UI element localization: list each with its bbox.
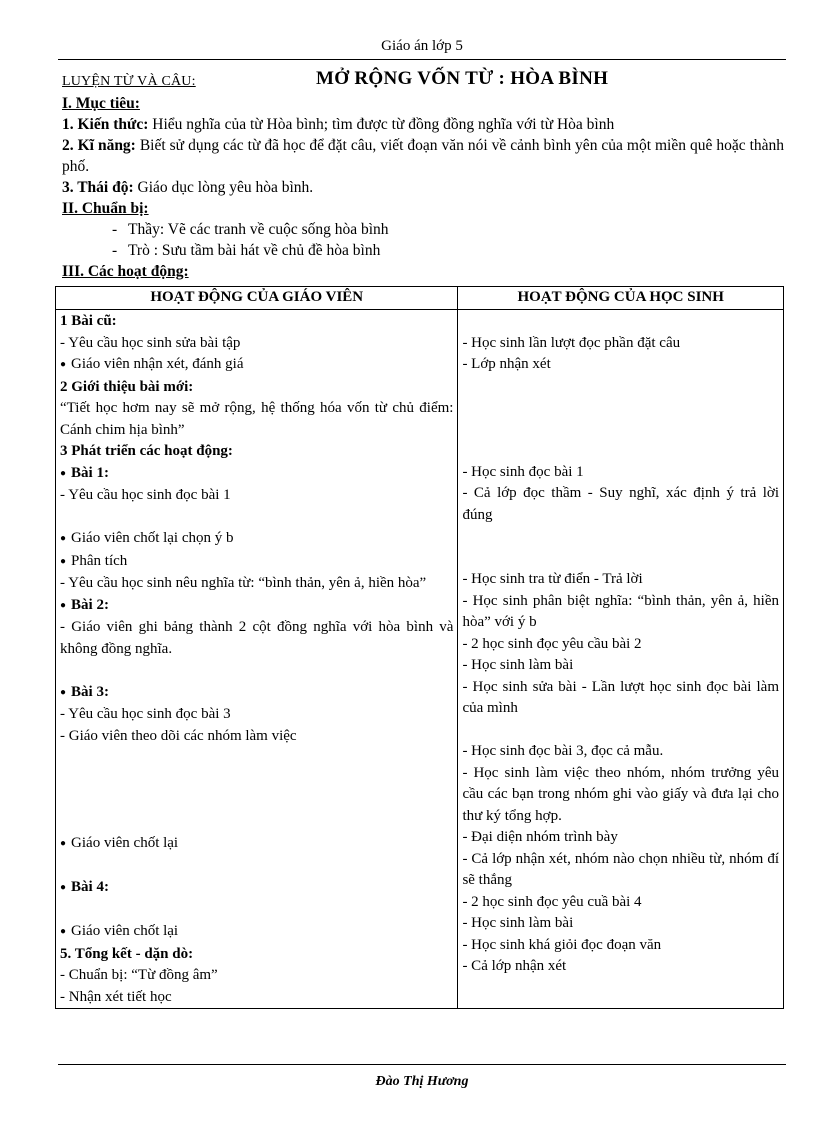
- spacer: [462, 720, 779, 742]
- student-line: - Học sinh sửa bài - Lần lượt học sinh đọc bài làm của mình: [462, 678, 779, 716]
- teacher-line: - Nhận xét tiết học: [60, 988, 172, 1005]
- spacer: [462, 526, 779, 548]
- exercise-1-heading: ● Bài 1:: [60, 463, 453, 486]
- student-line: - Học sinh khá giỏi đọc đoạn văn: [462, 936, 662, 953]
- old-lesson-heading: 1 Bài cũ:: [60, 313, 117, 329]
- teacher-line: - Yêu cầu học sinh nêu nghĩa từ: “bình thản, yên ả, hiền hòa”: [60, 575, 427, 591]
- skill-text: Biết sử dụng các từ đã học để đặt câu, viết đoạn văn nói về cảnh bình yên của một miền quê hoặc thành phố.: [62, 137, 785, 175]
- header-divider: [58, 59, 786, 60]
- activities-table: [55, 286, 784, 1009]
- spacer: [60, 812, 453, 834]
- teacher-line: ● Giáo viên nhận xét, đánh giá: [60, 354, 453, 377]
- teacher-line: - Giáo viên ghi bảng thành 2 cột đồng nghĩa với hòa bình và không đồng nghĩa.: [60, 619, 454, 657]
- objectives-section: [62, 93, 784, 282]
- exercise-2-heading: ● Bài 2:: [60, 595, 453, 618]
- student-line: - Học sinh làm bài: [462, 915, 574, 931]
- teacher-line: - Yêu cầu học sinh đọc bài 1: [60, 487, 231, 503]
- spacer: [462, 548, 779, 570]
- student-line: - Lớp nhận xét: [462, 356, 551, 372]
- teacher-line: ● Giáo viên chốt lại: [60, 833, 453, 856]
- teacher-line: - Yêu cầu học sinh đọc bài 3: [60, 706, 231, 722]
- spacer: [462, 397, 779, 419]
- spacer: [60, 747, 453, 769]
- spacer: [462, 440, 779, 462]
- preparation-heading: II. Chuẩn bị:: [62, 200, 149, 217]
- teacher-line: ● Giáo viên chốt lại chọn ý b: [60, 528, 453, 551]
- teacher-line: - Chuẩn bị: “Từ đồng âm”: [60, 967, 218, 983]
- develop-heading: 3 Phát triển các hoạt động:: [60, 443, 233, 459]
- spacer: [60, 769, 453, 791]
- teacher-line: “Tiết học hơm nay sẽ mở rộng, hệ thống hóa vốn từ chủ điểm: Cánh chim hịa bình”: [60, 400, 454, 438]
- student-line: - Học sinh làm việc theo nhóm, nhóm trưởng yêu cầu các bạn trong nhóm ghi vào giấy và đưa lại cho thư ký tổng hợp.: [462, 764, 779, 824]
- summary-heading: 5. Tổng kết - dặn dò:: [60, 945, 194, 962]
- knowledge-text: Hiểu nghĩa của từ Hòa bình; tìm được từ đồng đồng nghĩa với từ Hòa bình: [152, 116, 615, 133]
- attitude-label: 3. Thái độ:: [62, 179, 134, 196]
- teacher-line: ● Phân tích: [60, 551, 453, 574]
- student-line: - 2 học sinh đọc yêu cầu bài 2: [462, 635, 642, 652]
- page-header: Giáo án lớp 5: [381, 38, 463, 54]
- student-line: - Học sinh tra từ điển - Trả lời: [462, 571, 643, 587]
- student-line: - Học sinh phân biệt nghĩa: “bình thản, yên ả, hiền hòa” với ý b: [462, 592, 779, 630]
- student-line: - Học sinh lần lượt đọc phần đặt câu: [462, 334, 681, 351]
- teacher-column-header: HOẠT ĐỘNG CỦA GIÁO VIÊN: [56, 287, 458, 310]
- table-header-row: [56, 287, 784, 310]
- teacher-line: - Yêu cầu học sinh sửa bài tập: [60, 334, 241, 351]
- spacer: [60, 660, 453, 682]
- exercise-3-heading: ● Bài 3:: [60, 682, 453, 705]
- student-line: - Học sinh đọc bài 3, đọc cả mẫu.: [462, 743, 664, 759]
- new-lesson-heading: 2 Giới thiệu bài mới:: [60, 378, 194, 395]
- student-column-header: HOẠT ĐỘNG CỦA HỌC SINH: [458, 287, 784, 310]
- exercise-4-heading: ● Bài 4:: [60, 877, 453, 900]
- spacer: [462, 311, 779, 333]
- skill-line: [62, 135, 784, 177]
- preparation-item-student: - Trò : Sưu tầm bài hát về chủ đề hòa bình: [112, 240, 784, 261]
- knowledge-line: [62, 114, 784, 135]
- teacher-line: ● Giáo viên chốt lại: [60, 921, 453, 944]
- spacer: [60, 507, 453, 529]
- preparation-list: [62, 219, 784, 261]
- spacer: [462, 376, 779, 398]
- student-line: - Học sinh đọc bài 1: [462, 463, 584, 480]
- table-row: [56, 310, 784, 1009]
- attitude-line: [62, 177, 784, 198]
- attitude-text: Giáo dục lòng yêu hòa bình.: [137, 179, 314, 196]
- student-line: - Cả lớp nhận xét: [462, 958, 567, 974]
- student-line: - Đại diện nhóm trình bày: [462, 829, 618, 845]
- student-line: - Cả lớp nhận xét, nhóm nào chọn nhiều từ, nhóm đí sẽ thắng: [462, 850, 779, 888]
- activities-heading: III. Các hoạt động:: [62, 263, 189, 280]
- student-line: - Cả lớp đọc thầm - Suy nghĩ, xác định ý trả lời đúng: [462, 485, 779, 523]
- spacer: [462, 419, 779, 441]
- knowledge-label: 1. Kiến thức:: [62, 116, 149, 133]
- skill-label: 2. Kĩ năng:: [62, 137, 136, 154]
- spacer: [60, 856, 453, 878]
- objectives-heading: I. Mục tiêu:: [62, 95, 140, 112]
- teacher-line: - Giáo viên theo dõi các nhóm làm việc: [60, 727, 297, 744]
- footer-divider: [58, 1064, 786, 1065]
- subject-label: LUYỆN TỪ VÀ CÂU:: [62, 74, 196, 89]
- preparation-item-teacher: - Thầy: Vẽ các tranh về cuộc sống hòa bình: [112, 219, 784, 240]
- footer-author: Đào Thị Hương: [375, 1074, 469, 1089]
- teacher-activities-cell: [56, 310, 458, 1009]
- lesson-title: MỞ RỘNG VỐN TỪ : HÒA BÌNH: [316, 68, 609, 89]
- spacer: [60, 790, 453, 812]
- student-line: - 2 học sinh đọc yêu cuầ bài 4: [462, 893, 642, 910]
- student-activities-cell: [458, 310, 784, 1009]
- spacer: [60, 900, 453, 922]
- student-line: - Học sinh làm bài: [462, 657, 574, 673]
